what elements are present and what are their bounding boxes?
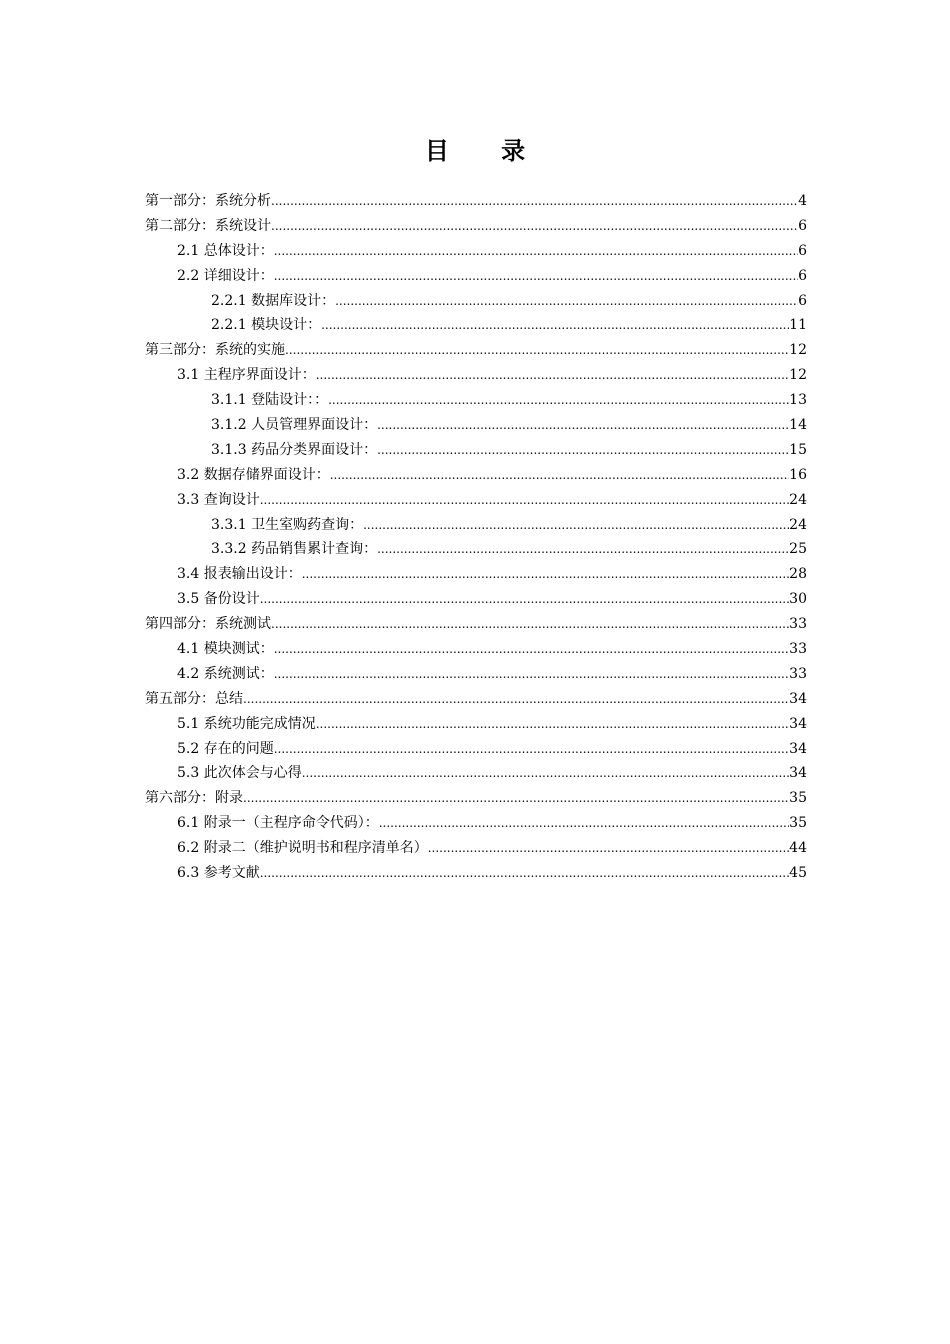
- toc-entry[interactable]: [145, 537, 807, 562]
- toc-entry-label: 3.1 主程序界面设计：: [177, 367, 316, 384]
- toc-leader-dots: [274, 662, 789, 687]
- toc-entry-label: 6.3 参考文献: [177, 865, 260, 882]
- toc-entry-page-number: 13: [789, 392, 807, 409]
- toc-entry-page-number: 35: [789, 815, 807, 832]
- toc-entry-page-number: 12: [789, 367, 807, 384]
- toc-entry-label: 3.1.2 人员管理界面设计：: [211, 417, 378, 434]
- toc-entry-label: 3.2 数据存储界面设计：: [177, 466, 330, 483]
- toc-leader-dots: [363, 513, 789, 538]
- toc-entry-label: 2.2.1 模块设计：: [211, 317, 322, 334]
- toc-leader-dots: [316, 363, 789, 388]
- toc-entry[interactable]: [145, 836, 807, 861]
- toc-entry-label: 第五部分：总结: [145, 690, 243, 707]
- toc-entry[interactable]: [145, 313, 807, 338]
- toc-entry[interactable]: [145, 239, 807, 264]
- toc-entry[interactable]: [145, 338, 807, 363]
- toc-entry-label: 3.5 备份设计: [177, 591, 260, 608]
- toc-entry-page-number: 44: [789, 840, 807, 857]
- toc-entry[interactable]: [145, 488, 807, 513]
- toc-entry[interactable]: [145, 562, 807, 587]
- toc-entry[interactable]: [145, 214, 807, 239]
- toc-leader-dots: [316, 712, 789, 737]
- toc-entry-label: 第二部分：系统设计: [145, 217, 271, 234]
- toc-leader-dots: [274, 637, 789, 662]
- toc-leader-dots: [271, 214, 798, 239]
- toc-entry-page-number: 34: [789, 740, 807, 757]
- toc-entry-label: 4.2 系统测试：: [177, 665, 274, 682]
- toc-entry-page-number: 33: [789, 641, 807, 658]
- toc-entry-label: 第四部分：系统测试: [145, 616, 271, 633]
- toc-entry-page-number: 34: [789, 765, 807, 782]
- toc-entry-label: 5.1 系统功能完成情况: [177, 715, 316, 732]
- toc-entry[interactable]: [145, 264, 807, 289]
- toc-leader-dots: [377, 537, 789, 562]
- toc-entry-page-number: 6: [798, 292, 807, 309]
- toc-entry-page-number: 4: [798, 193, 807, 209]
- toc-entry-page-number: 33: [789, 616, 807, 633]
- toc-leader-dots: [285, 338, 789, 363]
- toc-entry-page-number: 34: [789, 715, 807, 732]
- toc-leader-dots: [243, 786, 789, 811]
- toc-leader-dots: [302, 761, 789, 786]
- toc-leader-dots: [335, 289, 798, 314]
- toc-entry-page-number: 6: [798, 267, 807, 284]
- toc-leader-dots: [260, 488, 789, 513]
- toc-leader-dots: [260, 861, 789, 886]
- toc-entry[interactable]: [145, 363, 807, 388]
- toc-leader-dots: [328, 388, 789, 413]
- toc-entry-page-number: 28: [789, 566, 807, 583]
- toc-entry[interactable]: [145, 637, 807, 662]
- toc-leader-dots: [428, 836, 789, 861]
- toc-leader-dots: [377, 438, 789, 463]
- toc-entry-page-number: 24: [789, 491, 807, 508]
- toc-entry-page-number: 33: [789, 665, 807, 682]
- toc-entry[interactable]: [145, 289, 807, 314]
- toc-entry-page-number: 25: [789, 541, 807, 558]
- toc-entry[interactable]: [145, 662, 807, 687]
- toc-entry[interactable]: [145, 513, 807, 538]
- toc-entry-page-number: 35: [789, 790, 807, 807]
- toc-entry[interactable]: [145, 761, 807, 786]
- toc-entry-label: 第一部分：系统分析: [145, 193, 271, 209]
- toc-leader-dots: [243, 687, 789, 712]
- toc-entry-page-number: 12: [789, 342, 807, 359]
- toc-entry[interactable]: [145, 861, 807, 886]
- toc-entry-label: 5.3 此次体会与心得: [177, 765, 302, 782]
- toc-entry-page-number: 14: [789, 417, 807, 434]
- toc-leader-dots: [321, 313, 789, 338]
- toc-leader-dots: [274, 239, 798, 264]
- toc-entry[interactable]: [145, 687, 807, 712]
- toc-entry-label: 第六部分：附录: [145, 790, 243, 807]
- toc-entry-label: 第三部分：系统的实施: [145, 342, 285, 359]
- toc-entry-label: 2.1 总体设计：: [177, 242, 274, 259]
- toc-entry-label: 3.3 查询设计: [177, 491, 260, 508]
- toc-entry-label: 5.2 存在的问题: [177, 740, 274, 757]
- toc-entry[interactable]: [145, 438, 807, 463]
- toc-entry-page-number: 15: [789, 441, 807, 458]
- toc-entry-page-number: 6: [798, 242, 807, 259]
- toc-entry-label: 3.3.1 卫生室购药查询：: [211, 516, 364, 533]
- toc-entry[interactable]: [145, 463, 807, 488]
- toc-entry[interactable]: [145, 786, 807, 811]
- toc-entry-page-number: 24: [789, 516, 807, 533]
- toc-entry[interactable]: [145, 587, 807, 612]
- toc-entry-label: 3.4 报表输出设计：: [177, 566, 302, 583]
- toc-leader-dots: [379, 811, 789, 836]
- toc-entry-label: 2.2 详细设计：: [177, 267, 274, 284]
- toc-entry-label: 3.3.2 药品销售累计查询：: [211, 541, 378, 558]
- toc-entry-label: 2.2.1 数据库设计：: [211, 292, 336, 309]
- toc-entry[interactable]: [145, 413, 807, 438]
- toc-leader-dots: [260, 587, 789, 612]
- toc-leader-dots: [330, 463, 789, 488]
- toc-entry-label: 6.1 附录一（主程序命令代码）：: [177, 815, 379, 832]
- toc-entry-label: 3.1.3 药品分类界面设计：: [211, 441, 378, 458]
- toc-entry[interactable]: [145, 189, 807, 214]
- table-of-contents: [145, 189, 807, 886]
- toc-leader-dots: [271, 189, 798, 214]
- toc-entry-page-number: 16: [789, 466, 807, 483]
- toc-entry-page-number: 34: [789, 690, 807, 707]
- toc-entry[interactable]: [145, 811, 807, 836]
- toc-leader-dots: [274, 264, 798, 289]
- toc-entry-page-number: 11: [789, 317, 807, 334]
- toc-entry-label: 4.1 模块测试：: [177, 641, 274, 658]
- toc-entry-label: 3.1.1 登陆设计：：: [211, 392, 329, 409]
- toc-entry[interactable]: [145, 712, 807, 737]
- toc-entry[interactable]: [145, 388, 807, 413]
- toc-entry-page-number: 6: [798, 217, 807, 234]
- toc-leader-dots: [271, 612, 789, 637]
- toc-leader-dots: [377, 413, 789, 438]
- toc-entry[interactable]: [145, 737, 807, 762]
- toc-entry[interactable]: [145, 612, 807, 637]
- toc-leader-dots: [274, 737, 789, 762]
- toc-entry-page-number: 45: [789, 865, 807, 882]
- toc-entry-label: 6.2 附录二（维护说明书和程序清单名）: [177, 840, 428, 857]
- toc-entry-page-number: 30: [789, 591, 807, 608]
- toc-title: 目 录: [424, 137, 548, 165]
- toc-leader-dots: [302, 562, 789, 587]
